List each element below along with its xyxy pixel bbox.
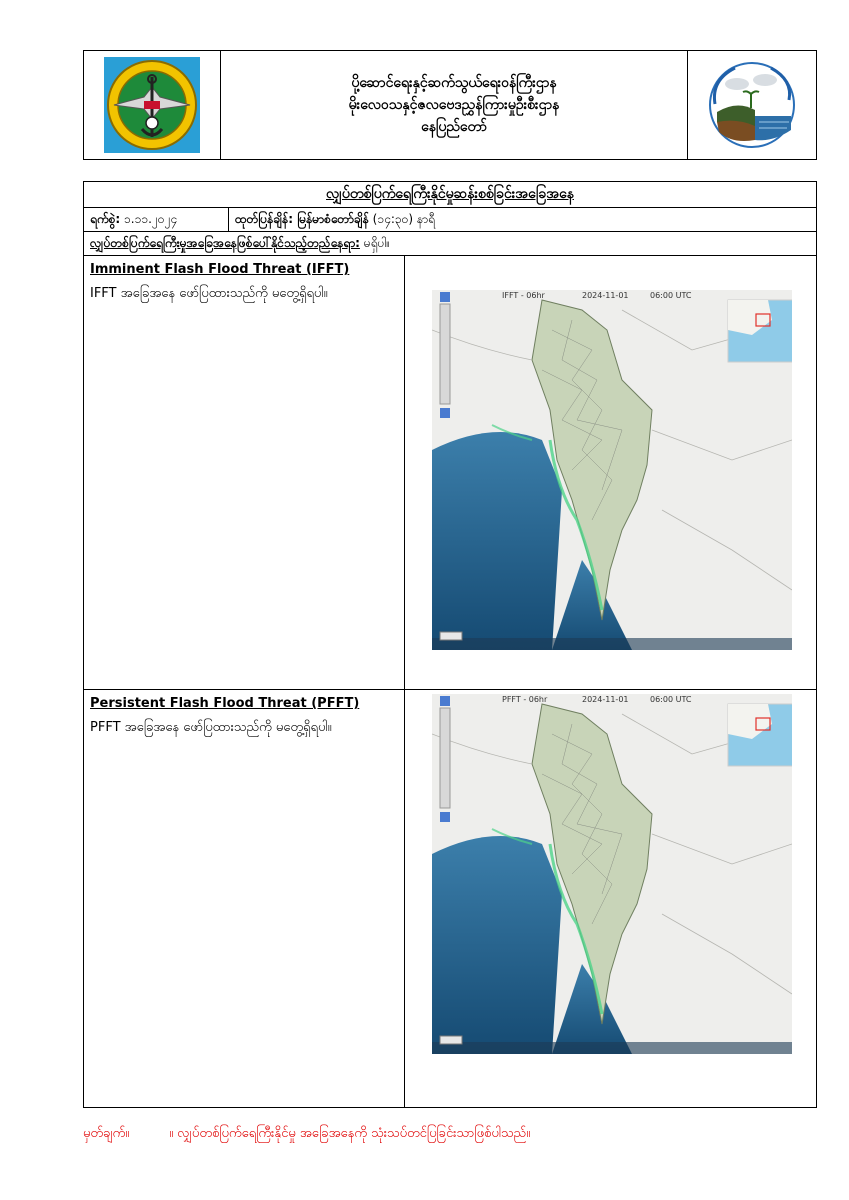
report-title-row	[84, 182, 816, 208]
pfft-map-label: PFFT - 06hr	[502, 695, 548, 704]
letterhead	[83, 50, 817, 160]
affected-area-row	[84, 232, 816, 256]
date-label: ရက်စွဲ:	[90, 211, 121, 226]
department-name: မိုးလေဝသနှင့်ဇလဗေဒညွှန်ကြားမှုဦးစီးဌာန	[348, 97, 560, 113]
issue-time-value: (၁၄:၃၀) နာရီ	[372, 211, 435, 226]
ministry-name: ပို့ဆောင်ရေးနှင့်ဆက်သွယ်ရေးဝန်ကြီးဌာန	[351, 75, 557, 91]
ministry-emblem-icon	[104, 57, 200, 153]
ifft-map-time: 06:00 UTC	[650, 291, 692, 300]
ifft-map-label: IFFT - 06hr	[502, 291, 545, 300]
ifft-description: IFFT အခြေအနေ ဖော်ပြထားသည်ကို မတွေ့ရှိရပါ။	[90, 286, 328, 301]
hydrological-cycle-icon	[707, 60, 797, 150]
ifft-title: Imminent Flash Flood Threat (IFFT)	[90, 262, 350, 277]
pfft-map-image	[432, 694, 792, 1054]
pfft-description: PFFT အခြေအနေ ဖော်ပြထားသည်ကို မတွေ့ရှိရပါ။	[90, 720, 332, 735]
date-row	[84, 208, 816, 232]
issue-time-label: ထုတ်ပြန်ချိန်: မြန်မာစံတော်ချိန်	[235, 211, 369, 226]
pfft-map-date: 2024-11-01	[582, 695, 629, 704]
ifft-map	[432, 290, 792, 650]
footer-note	[83, 1125, 530, 1144]
organization-name	[221, 51, 687, 159]
pfft-text-cell	[84, 690, 405, 1107]
pfft-section	[84, 690, 816, 1107]
department-logo-cell	[687, 51, 816, 159]
affected-area-label: လျှပ်တစ်ပြက်ရေကြီးမှုအခြေအနေဖြစ်ပေါ်နိုင်သည့်တည်နေရာ:	[90, 235, 360, 250]
ifft-map-cell	[405, 256, 816, 689]
pfft-map-cell	[405, 690, 816, 1107]
city-name: နေပြည်တော်	[421, 119, 487, 135]
date-value: ၁.၁၁.၂၀၂၄	[124, 211, 178, 226]
report-title: လျှပ်တစ်ပြက်ရေကြီးနိုင်မှုဆန်းစစ်ခြင်းအခြေအနေ	[326, 186, 574, 202]
ifft-text-cell	[84, 256, 405, 689]
pfft-map	[432, 694, 792, 1054]
footer-note-label: မှတ်ချက်။	[83, 1126, 130, 1141]
ifft-section	[84, 256, 816, 690]
pfft-title: Persistent Flash Flood Threat (PFFT)	[90, 696, 360, 711]
ifft-map-date: 2024-11-01	[582, 291, 629, 300]
flash-flood-report-table	[83, 181, 817, 1108]
date-cell	[84, 208, 229, 231]
pfft-map-time: 06:00 UTC	[650, 695, 692, 704]
ministry-logo-cell	[84, 51, 221, 159]
footer-note-text: ။ လျှပ်တစ်ပြက်ရေကြီးနိုင်မှု အခြေအနေကို သုံးသပ်တင်ပြခြင်းသာဖြစ်ပါသည်။	[169, 1126, 531, 1141]
affected-area-value: မရှိပါ။	[363, 235, 391, 250]
issue-time-cell	[229, 208, 816, 231]
ifft-map-image	[432, 290, 792, 650]
